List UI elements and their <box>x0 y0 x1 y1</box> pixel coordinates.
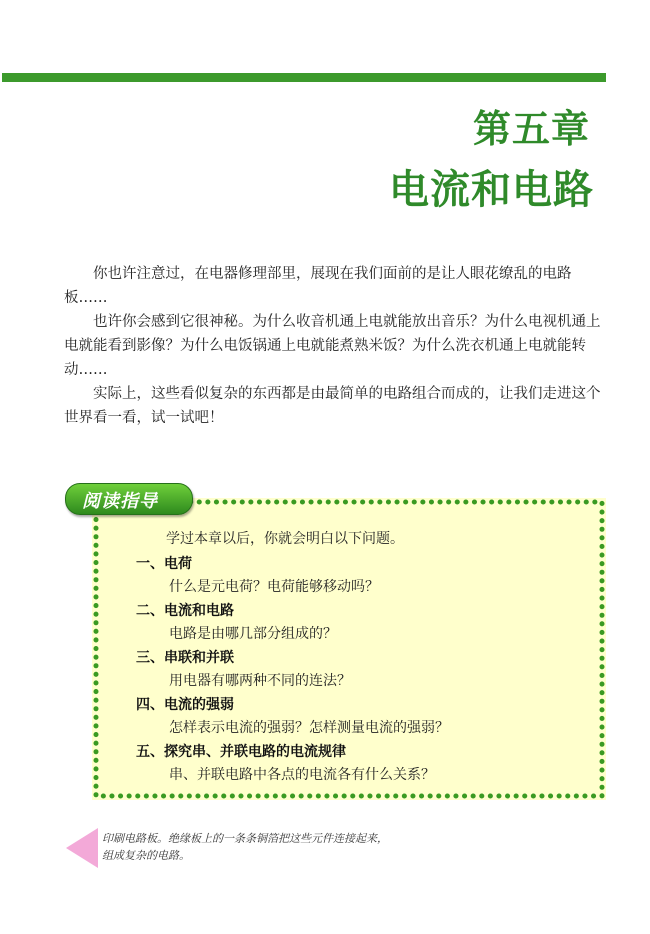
caption-line-2: 组成复杂的电路。 <box>102 849 190 862</box>
guide-item <box>136 694 596 741</box>
figure-caption <box>102 830 432 864</box>
guide-item-question: 怎样表示电流的强弱？怎样测量电流的强弱？ <box>169 720 449 736</box>
guide-item <box>136 600 596 647</box>
reading-guide-tab <box>65 483 193 515</box>
guide-item-heading: 一、电荷 <box>136 556 192 572</box>
guide-item-heading: 四、电流的强弱 <box>136 697 234 713</box>
caption-line-1: 印刷电路板。绝缘板上的一条条铜箔把这些元件连接起来， <box>102 832 388 845</box>
guide-item-heading: 二、电流和电路 <box>136 603 234 619</box>
reading-guide-label: 阅读指导 <box>82 491 158 512</box>
guide-intro: 学过本章以后，你就会明白以下问题。 <box>166 531 404 547</box>
intro-paragraph-2: 也许你会感到它很神秘。为什么收音机通上电就能放出音乐？为什么电视机通上电就能看到影像？为什么电饭锅通上电就能煮熟米饭？为什么洗衣机通上电就能转动…… <box>64 314 601 378</box>
intro-paragraph-3: 实际上，这些看似复杂的东西都是由最简单的电路组合而成的，让我们走进这个世界看一看，试一试吧！ <box>64 386 601 426</box>
intro-paragraph-1: 你也许注意过，在电器修理部里，展现在我们面前的是让人眼花缭乱的电路板…… <box>64 266 572 306</box>
caption-arrow-icon <box>66 828 98 868</box>
guide-item <box>136 741 596 788</box>
guide-list <box>136 553 596 788</box>
guide-item-question: 电路是由哪几部分组成的？ <box>169 626 337 642</box>
guide-item <box>136 553 596 600</box>
guide-item-heading: 三、串联和并联 <box>136 650 234 666</box>
guide-item-heading: 五、探究串、并联电路的电流规律 <box>136 744 346 760</box>
guide-item <box>136 647 596 694</box>
header-green-bar <box>2 73 606 82</box>
guide-item-question: 什么是元电荷？电荷能够移动吗？ <box>169 579 379 595</box>
guide-item-question: 串、并联电路中各点的电流各有什么关系？ <box>169 767 435 783</box>
chapter-title: 电流和电路 <box>389 167 594 213</box>
chapter-number: 第五章 <box>472 107 590 151</box>
guide-item-question: 用电器有哪两种不同的连法？ <box>169 673 351 689</box>
intro-text <box>64 262 612 430</box>
